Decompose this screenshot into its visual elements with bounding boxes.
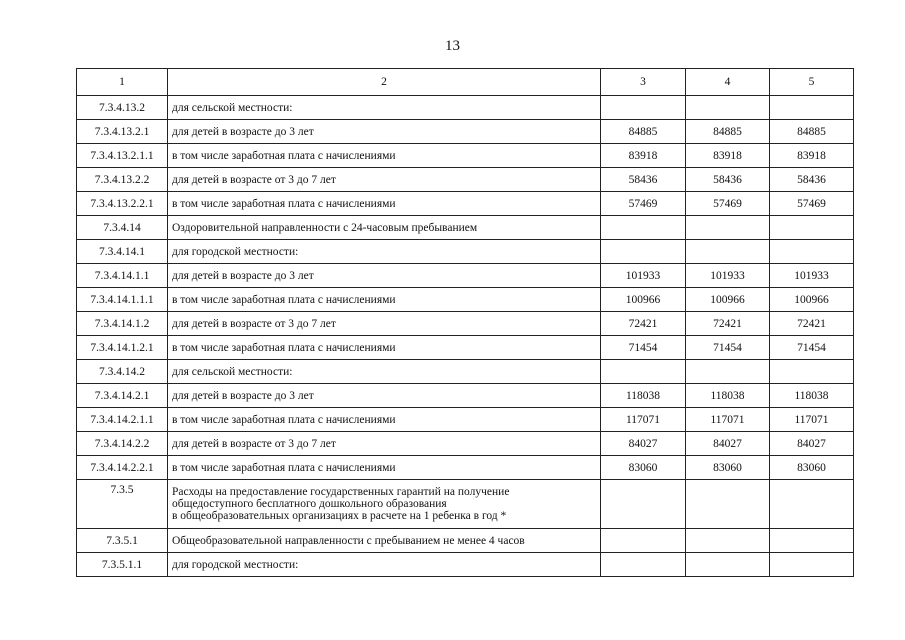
row-code: 7.3.5.1.1 <box>77 553 168 577</box>
row-code: 7.3.4.14.2.2 <box>77 432 168 456</box>
table-row <box>77 408 854 432</box>
table-row <box>77 432 854 456</box>
table-row <box>77 384 854 408</box>
table-row <box>77 96 854 120</box>
row-code: 7.3.4.14.1.1.1 <box>77 288 168 312</box>
row-value-col5: 83060 <box>770 456 854 480</box>
row-code: 7.3.4.13.2 <box>77 96 168 120</box>
row-value-col3 <box>601 553 686 577</box>
row-description: в том числе заработная плата с начислениями <box>168 144 601 168</box>
row-value-col3 <box>601 529 686 553</box>
row-value-col5: 84885 <box>770 120 854 144</box>
table-row <box>77 288 854 312</box>
table-row <box>77 240 854 264</box>
row-value-col5: 57469 <box>770 192 854 216</box>
row-value-col5: 83918 <box>770 144 854 168</box>
row-value-col3: 58436 <box>601 168 686 192</box>
row-value-col4: 101933 <box>686 264 770 288</box>
row-value-col4: 83918 <box>686 144 770 168</box>
tariff-table <box>76 68 854 577</box>
row-value-col4: 57469 <box>686 192 770 216</box>
row-value-col5: 71454 <box>770 336 854 360</box>
row-value-col4 <box>686 480 770 529</box>
table-row <box>77 529 854 553</box>
row-code: 7.3.4.14.1 <box>77 240 168 264</box>
row-code: 7.3.4.14.2.1 <box>77 384 168 408</box>
row-description: для городской местности: <box>168 240 601 264</box>
table-row <box>77 553 854 577</box>
row-description-line: Расходы на предоставление государственных гарантий на получение <box>172 486 510 498</box>
row-value-col3: 83060 <box>601 456 686 480</box>
row-description: для детей в возрасте до 3 лет <box>168 264 601 288</box>
row-description: для детей в возрасте до 3 лет <box>168 384 601 408</box>
row-description: Общеобразовательной направленности с пребыванием не менее 4 часов <box>168 529 601 553</box>
row-value-col4 <box>686 216 770 240</box>
row-value-col4 <box>686 240 770 264</box>
row-value-col3: 117071 <box>601 408 686 432</box>
row-value-col5: 84027 <box>770 432 854 456</box>
row-description: для сельской местности: <box>168 360 601 384</box>
row-description: в том числе заработная плата с начислениями <box>168 336 601 360</box>
row-value-col3: 72421 <box>601 312 686 336</box>
table-row <box>77 336 854 360</box>
table-row <box>77 264 854 288</box>
table-row <box>77 312 854 336</box>
row-value-col3: 71454 <box>601 336 686 360</box>
row-value-col3 <box>601 96 686 120</box>
row-value-col4: 72421 <box>686 312 770 336</box>
row-value-col4: 71454 <box>686 336 770 360</box>
row-value-col5: 72421 <box>770 312 854 336</box>
column-header-3: 3 <box>601 69 686 96</box>
row-description: для детей в возрасте от 3 до 7 лет <box>168 432 601 456</box>
table-body <box>77 96 854 577</box>
table-row <box>77 144 854 168</box>
row-description: для городской местности: <box>168 553 601 577</box>
row-value-col3 <box>601 360 686 384</box>
row-value-col3: 101933 <box>601 264 686 288</box>
table-header-row <box>77 69 854 96</box>
row-code: 7.3.4.14 <box>77 216 168 240</box>
row-value-col5: 118038 <box>770 384 854 408</box>
row-value-col3: 84885 <box>601 120 686 144</box>
column-header-5: 5 <box>770 69 854 96</box>
row-value-col4 <box>686 529 770 553</box>
column-header-2: 2 <box>168 69 601 96</box>
page-number: 13 <box>445 38 460 54</box>
row-code: 7.3.4.13.2.2 <box>77 168 168 192</box>
row-code: 7.3.5.1 <box>77 529 168 553</box>
row-code: 7.3.4.13.2.1.1 <box>77 144 168 168</box>
row-description: для сельской местности: <box>168 96 601 120</box>
row-value-col5: 100966 <box>770 288 854 312</box>
row-value-col3: 83918 <box>601 144 686 168</box>
row-value-col5 <box>770 240 854 264</box>
table-row <box>77 216 854 240</box>
row-value-col4: 83060 <box>686 456 770 480</box>
row-value-col4: 118038 <box>686 384 770 408</box>
row-code: 7.3.4.14.1.1 <box>77 264 168 288</box>
row-value-col3 <box>601 480 686 529</box>
column-header-1: 1 <box>77 69 168 96</box>
table-row <box>77 120 854 144</box>
row-description: для детей в возрасте от 3 до 7 лет <box>168 312 601 336</box>
row-value-col5 <box>770 553 854 577</box>
row-description: для детей в возрасте до 3 лет <box>168 120 601 144</box>
row-value-col5: 58436 <box>770 168 854 192</box>
row-value-col3: 57469 <box>601 192 686 216</box>
row-value-col3: 100966 <box>601 288 686 312</box>
row-value-col3: 118038 <box>601 384 686 408</box>
row-value-col4: 117071 <box>686 408 770 432</box>
table-row <box>77 192 854 216</box>
row-value-col3 <box>601 240 686 264</box>
row-code: 7.3.4.14.2 <box>77 360 168 384</box>
row-value-col5: 117071 <box>770 408 854 432</box>
column-header-4: 4 <box>686 69 770 96</box>
row-value-col4 <box>686 553 770 577</box>
row-value-col4: 84027 <box>686 432 770 456</box>
row-value-col4: 58436 <box>686 168 770 192</box>
row-code: 7.3.4.13.2.1 <box>77 120 168 144</box>
row-value-col5 <box>770 96 854 120</box>
row-value-col5: 101933 <box>770 264 854 288</box>
row-description-line: в общеобразовательных организациях в расчете на 1 ребенка в год * <box>172 510 507 522</box>
row-description-line: общедоступного бесплатного дошкольного образования <box>172 498 447 510</box>
row-code: 7.3.4.13.2.2.1 <box>77 192 168 216</box>
row-value-col5 <box>770 216 854 240</box>
table-row <box>77 168 854 192</box>
row-value-col3: 84027 <box>601 432 686 456</box>
row-description: в том числе заработная плата с начислениями <box>168 408 601 432</box>
row-value-col5 <box>770 529 854 553</box>
row-description: в том числе заработная плата с начислениями <box>168 456 601 480</box>
row-code: 7.3.4.14.1.2 <box>77 312 168 336</box>
row-description <box>168 480 601 529</box>
row-value-col3 <box>601 216 686 240</box>
row-description: Оздоровительной направленности с 24-часовым пребыванием <box>168 216 601 240</box>
row-code: 7.3.4.14.2.2.1 <box>77 456 168 480</box>
row-value-col4 <box>686 96 770 120</box>
row-value-col4: 84885 <box>686 120 770 144</box>
row-description: для детей в возрасте от 3 до 7 лет <box>168 168 601 192</box>
table-row <box>77 360 854 384</box>
row-value-col4: 100966 <box>686 288 770 312</box>
table-row <box>77 480 854 529</box>
row-description: в том числе заработная плата с начислениями <box>168 192 601 216</box>
row-description: в том числе заработная плата с начислениями <box>168 288 601 312</box>
row-value-col4 <box>686 360 770 384</box>
table-row <box>77 456 854 480</box>
row-value-col5 <box>770 480 854 529</box>
row-code: 7.3.5 <box>77 480 168 529</box>
row-code: 7.3.4.14.1.2.1 <box>77 336 168 360</box>
row-code: 7.3.4.14.2.1.1 <box>77 408 168 432</box>
row-value-col5 <box>770 360 854 384</box>
